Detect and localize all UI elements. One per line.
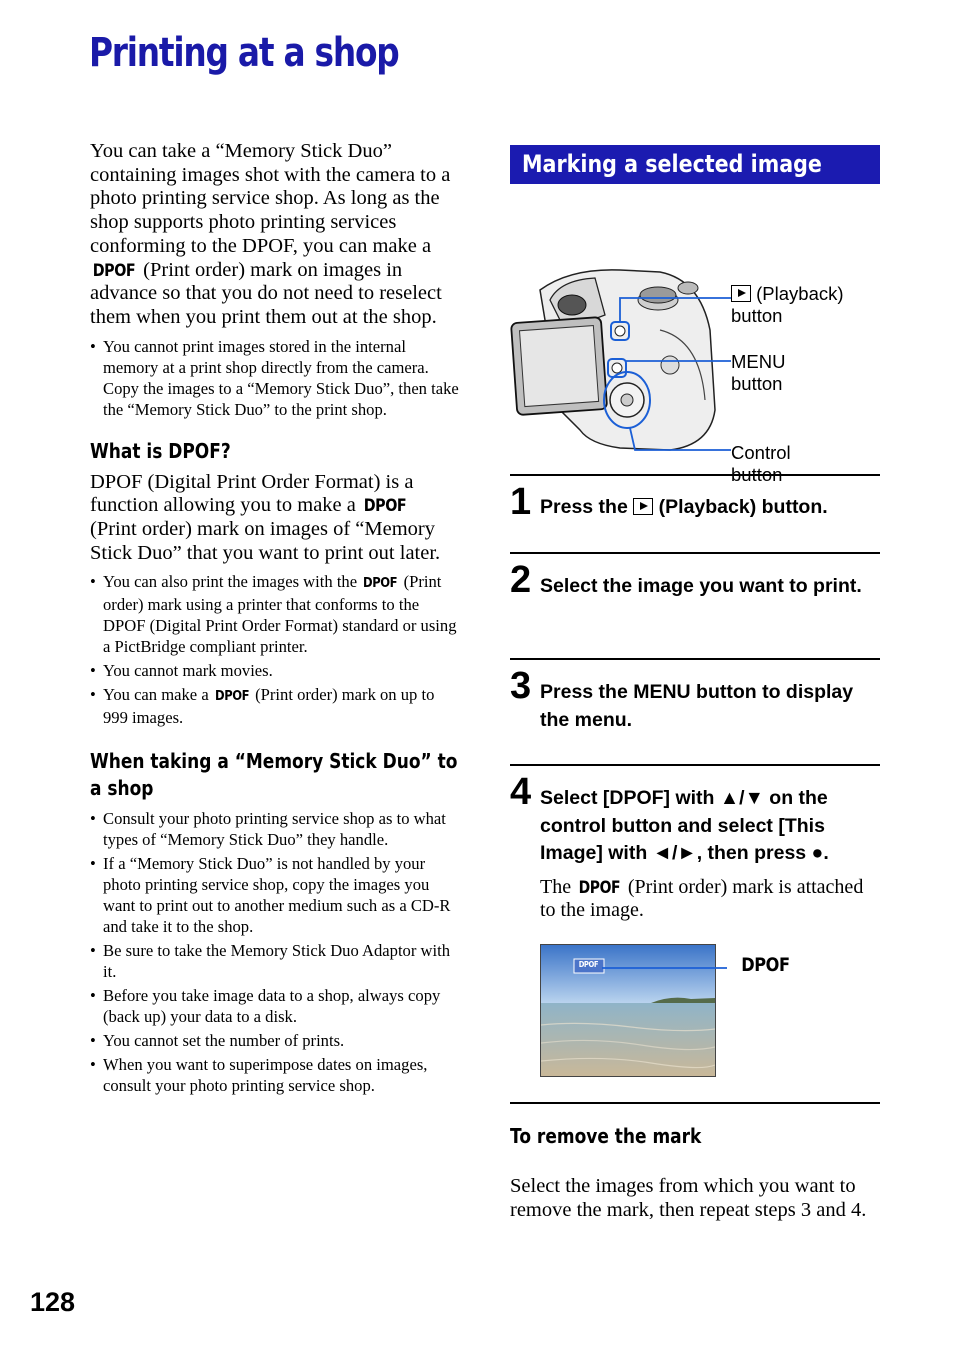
list-item: • Consult your photo printing service shop as to what types of “Memory Stick Duo” they handle.	[90, 808, 460, 850]
what-b1-text-1: You can also print the images with the	[103, 572, 358, 592]
intro-paragraph	[90, 140, 460, 330]
left-column	[90, 140, 460, 1099]
what-b1-text-2: (Print order) mark using a printer that conforms to the DPOF (Digital Print Order Format) standard or using a PictBridge compliant printer.	[103, 572, 457, 657]
control-callout-line2: button	[731, 464, 783, 485]
page-title: Printing at a shop	[89, 30, 399, 76]
step-2	[510, 552, 880, 658]
what-text-2: (Print order) mark on images of “Memory Stick Duo” that you want to print out later.	[90, 518, 441, 564]
dpof-icon: DPOF	[214, 688, 249, 705]
list-item: • Before you take image data to a shop, always copy (back up) your data to a disk.	[90, 985, 460, 1027]
intro-text-1: You can take a “Memory Stick Duo” containing images shot with the camera to a photo printing service shop. As long as the shop supports photo printing services conforming to the DPOF, you can make a	[90, 140, 451, 257]
list-item: • You cannot set the number of prints.	[90, 1030, 460, 1051]
divider	[510, 1102, 880, 1104]
step-number: 1	[510, 481, 532, 523]
step-4-note-text-1: The	[540, 875, 572, 898]
playback-icon	[731, 285, 751, 302]
playback-callout	[731, 283, 844, 327]
dpof-indicator: DPOF	[578, 960, 599, 969]
step-4-note-text-2: (Print order) mark is attached to the image.	[540, 875, 864, 922]
step-number: 4	[510, 771, 532, 813]
menu-callout-line2: button	[731, 373, 783, 394]
step-text: Press the MENU button to display the menu.	[540, 681, 854, 731]
step-3	[510, 658, 880, 764]
step-number: 2	[510, 559, 532, 601]
right-column	[510, 145, 880, 1221]
what-is-dpof-heading: What is DPOF?	[90, 438, 231, 463]
step-text	[540, 476, 880, 522]
intro-text-2: (Print order) mark on images in advance so that you do not need to reselect them when you print them out at the shop.	[90, 258, 442, 328]
menu-callout-line1: MENU	[731, 351, 786, 372]
when-taking-heading: When taking a “Memory Stick Duo” to a shop	[90, 749, 458, 801]
playback-callout-line1: (Playback)	[756, 283, 844, 304]
list-item: • Be sure to take the Memory Stick Duo Adaptor with it.	[90, 940, 460, 982]
playback-callout-line2: button	[731, 305, 783, 326]
step-1-text-1: Press the	[540, 496, 628, 518]
camera-illustration	[510, 260, 731, 460]
section-header-text: Marking a selected image	[522, 150, 822, 178]
step-text: Select [DPOF] with ▲/▼ on the control button and select [This Image] with ◄/►, then press ●.	[540, 787, 829, 864]
when-taking-notes	[90, 808, 460, 1096]
dpof-icon: DPOF	[578, 877, 621, 897]
list-item: • When you want to superimpose dates on images, consult your photo printing service shop.	[90, 1054, 460, 1096]
dpof-leader-line	[602, 958, 762, 978]
what-is-dpof-notes	[90, 571, 460, 728]
step-1-text-2: (Playback) button.	[658, 496, 828, 518]
what-is-dpof-paragraph	[90, 471, 460, 566]
list-item: • If a “Memory Stick Duo” is not handled by your photo printing service shop, copy the images you want to print out to another medium such as a CD-R and take it to the shop.	[90, 853, 460, 937]
camera-diagram	[510, 220, 880, 485]
step-text: Select the image you want to print.	[540, 575, 862, 597]
step-4	[510, 764, 880, 1103]
dpof-icon: DPOF	[363, 495, 407, 516]
intro-note: • You cannot print images stored in the internal memory at a print shop directly from the camera. Copy the images to a “Memory Stick Duo”, then take the “Memory Stick Duo” to the print shop.	[90, 336, 460, 420]
playback-icon	[633, 498, 653, 515]
remove-mark-text: Select the images from which you want to remove the mark, then repeat steps 3 and 4.	[510, 1175, 867, 1221]
what-b3-text-1: You can make a	[103, 685, 209, 705]
list-item	[90, 684, 460, 728]
dpof-label: DPOF	[741, 954, 790, 976]
list-item	[90, 571, 460, 657]
dpof-icon: DPOF	[363, 575, 398, 592]
page-number: 128	[30, 1287, 76, 1317]
remove-mark-heading: To remove the mark	[510, 1124, 702, 1148]
list-item: • You cannot mark movies.	[90, 660, 460, 681]
menu-callout	[731, 351, 785, 395]
intro-notes	[90, 336, 460, 420]
control-callout-line1: Control	[731, 442, 791, 463]
section-header	[510, 145, 880, 184]
what-b3-text-2: (Print order) mark on up to 999 images.	[103, 685, 435, 728]
step-1	[510, 474, 880, 553]
step-number: 3	[510, 665, 532, 707]
step-4-note	[540, 876, 880, 923]
dpof-icon: DPOF	[92, 259, 136, 280]
what-text-1: DPOF (Digital Print Order Format) is a function allowing you to make a	[90, 470, 414, 517]
